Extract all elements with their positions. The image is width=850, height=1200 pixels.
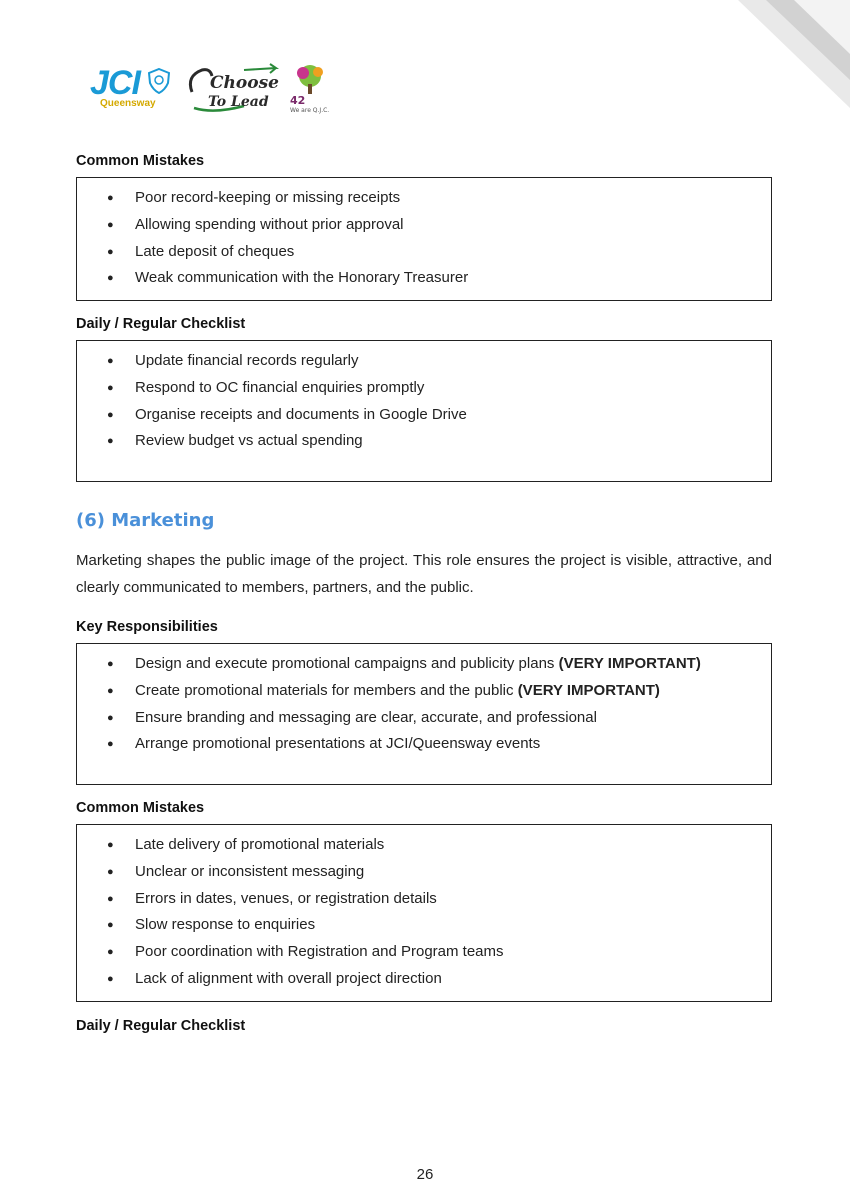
list-item: ● Organise receipts and documents in Google Drive	[77, 402, 771, 429]
key-responsibilities-box	[76, 643, 772, 785]
list-item: ● Design and execute promotional campaigns and publicity plans (VERY IMPORTANT)	[77, 651, 771, 678]
tree-logo-caption: We are Q.J.C.	[290, 107, 330, 114]
common-mistakes-box	[76, 177, 772, 301]
common-mistakes-heading: Common Mistakes	[76, 800, 205, 816]
list-item: ● Allowing spending without prior approval	[77, 212, 771, 239]
page-content	[76, 153, 772, 1034]
list-item: ● Late deposit of cheques	[77, 239, 771, 266]
tree-logo	[288, 62, 334, 114]
checklist-heading: Daily / Regular Checklist	[76, 1018, 246, 1034]
list-item: ● Poor coordination with Registration and Program teams	[77, 939, 771, 966]
list-item: ● Create promotional materials for members and the public (VERY IMPORTANT)	[77, 678, 771, 705]
list-item: ● Respond to OC financial enquiries promptly	[77, 375, 771, 402]
intro-paragraph: Marketing shapes the public image of the project. This role ensures the project is visible, attractive, and clearly communicated to members, partners, and the public.	[76, 552, 772, 596]
list-item: ● Slow response to enquiries	[77, 912, 771, 939]
to-lead-logo-text: To Lead	[208, 94, 269, 110]
list-item: ● Review budget vs actual spending	[77, 428, 771, 455]
page-number: 26	[416, 1166, 434, 1183]
jci-logo-subtitle: Queensway	[100, 98, 156, 109]
section-title: (6) Marketing	[76, 510, 215, 531]
common-mistakes-box	[76, 824, 772, 1002]
key-responsibilities-heading: Key Responsibilities	[76, 619, 218, 635]
choose-logo-text: Choose	[210, 73, 279, 93]
list-item: ● Late delivery of promotional materials	[77, 832, 771, 859]
list-item: ● Ensure branding and messaging are clear, accurate, and professional	[77, 705, 771, 732]
common-mistakes-heading: Common Mistakes	[76, 153, 205, 169]
list-item: ● Poor record-keeping or missing receipts	[77, 185, 771, 212]
header-logos	[88, 62, 338, 114]
page-corner-decoration	[738, 0, 850, 108]
shield-icon	[148, 68, 170, 94]
jci-logo: JCI	[90, 64, 140, 102]
list-item: ● Lack of alignment with overall project direction	[77, 966, 771, 993]
choose-to-lead-logo	[184, 62, 284, 114]
emphasis-label: (VERY IMPORTANT)	[558, 655, 701, 672]
list-item: ● Weak communication with the Honorary Treasurer	[77, 265, 771, 292]
list-item: ● Unclear or inconsistent messaging	[77, 859, 771, 886]
list-item: ● Update financial records regularly	[77, 348, 771, 375]
list-item: ● Errors in dates, venues, or registration details	[77, 886, 771, 913]
checklist-box	[76, 340, 772, 482]
checklist-heading: Daily / Regular Checklist	[76, 316, 246, 332]
list-item: ● Arrange promotional presentations at JCI/Queensway events	[77, 731, 771, 758]
emphasis-label: (VERY IMPORTANT)	[517, 681, 660, 699]
tree-logo-number: 42	[290, 94, 306, 107]
